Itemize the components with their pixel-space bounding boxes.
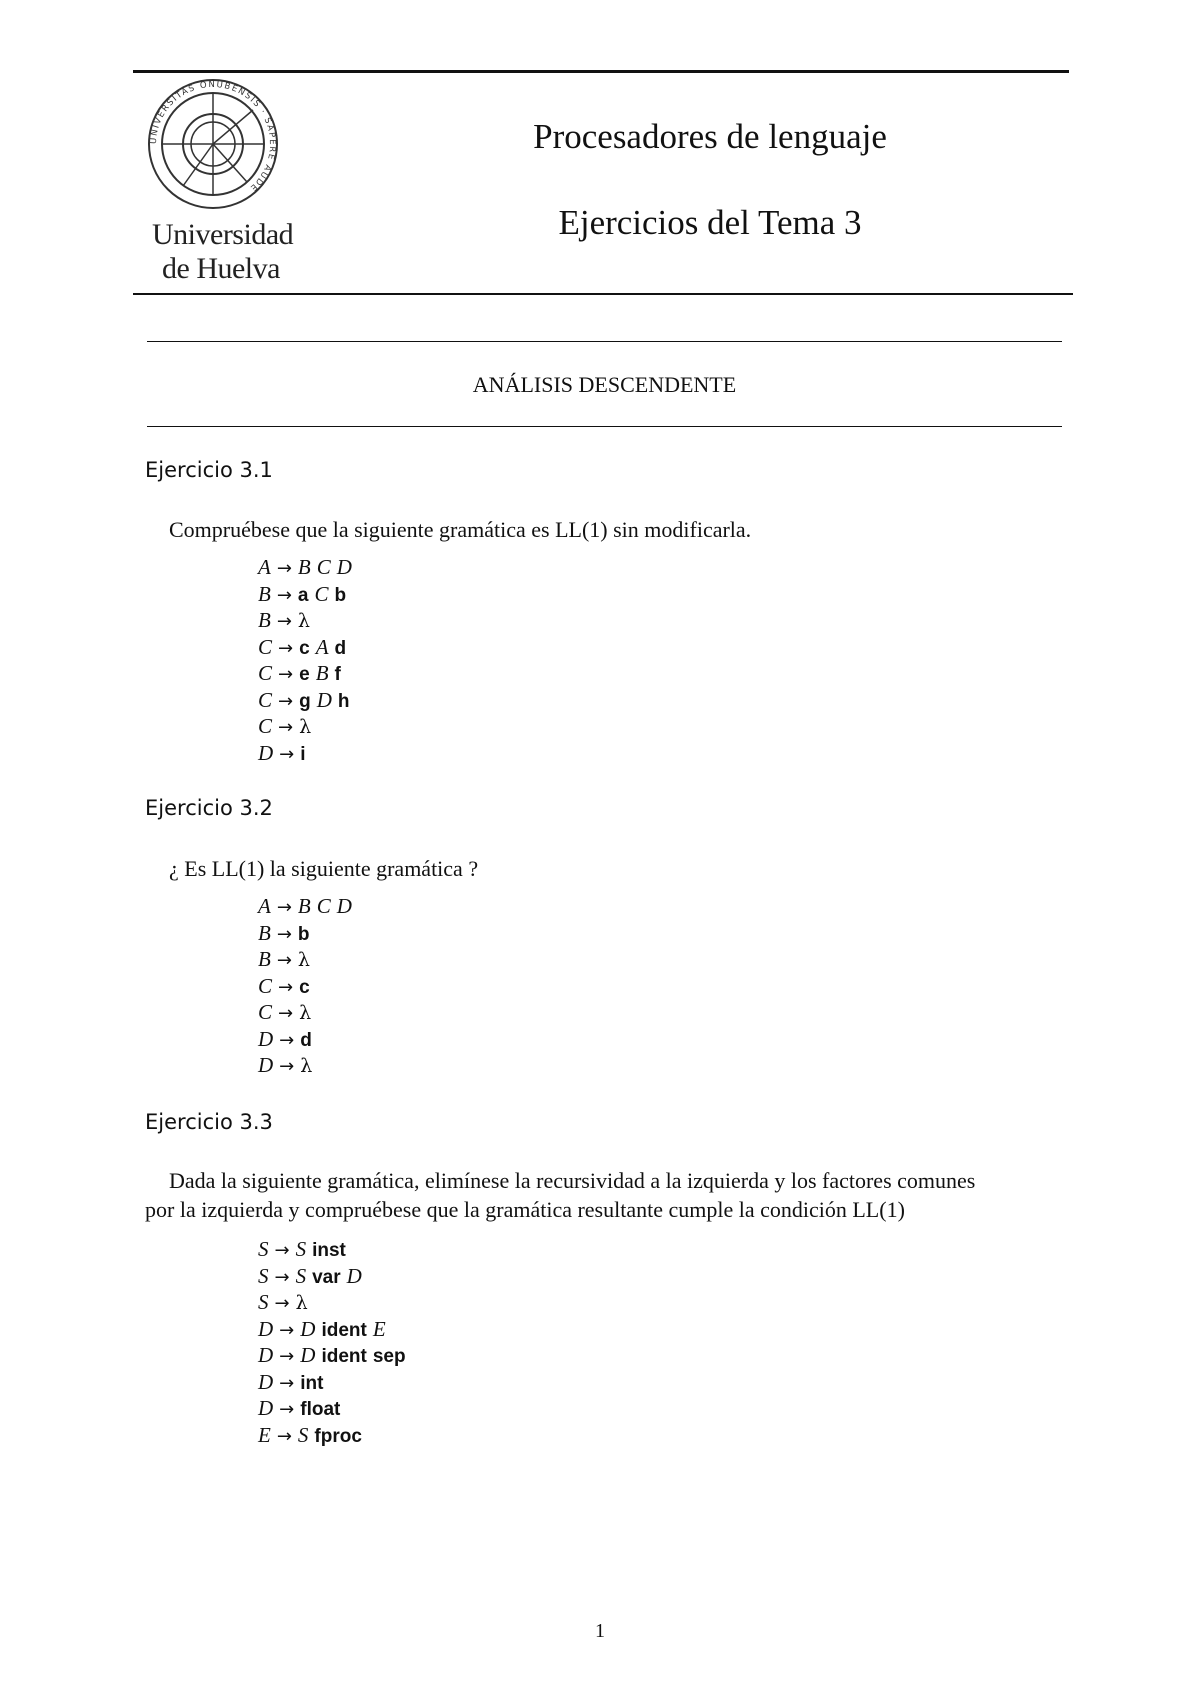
terminal-symbol: h (337, 690, 350, 712)
nonterminal-symbol: B (297, 555, 311, 579)
terminal-symbol: b (297, 923, 310, 945)
rule-lhs-nonterminal: S (258, 1237, 269, 1261)
grammar-rule (258, 920, 358, 947)
production-arrow: → (279, 1346, 295, 1367)
terminal-symbol: float (300, 1399, 341, 1420)
nonterminal-symbol: C (314, 581, 329, 606)
production-arrow: → (278, 717, 294, 738)
rule-lhs-nonterminal: C (258, 661, 273, 685)
lambda-symbol: λ (295, 1292, 308, 1314)
grammar-rule (258, 1395, 412, 1422)
rule-lhs-nonterminal: C (258, 1000, 273, 1024)
header-top-rule (133, 70, 1069, 73)
production-arrow: → (279, 743, 295, 765)
terminal-symbol: b (334, 584, 347, 606)
header-bottom-rule (133, 293, 1073, 295)
lambda-symbol: λ (297, 610, 310, 632)
nonterminal-symbol: C (316, 894, 331, 918)
terminal-symbol: sep (372, 1346, 406, 1367)
logo-text-de-huelva: de Huelva (162, 252, 280, 285)
exercise-statement-line1: Dada la siguiente gramática, elimínese la recursividad a la izquierda y los factores comunes (169, 1168, 976, 1193)
nonterminal-symbol: D (316, 687, 332, 712)
grammar-rule (258, 1026, 358, 1053)
production-arrow: → (274, 1293, 290, 1314)
rule-lhs-nonterminal: B (258, 920, 271, 945)
rule-lhs-nonterminal: C (258, 687, 273, 712)
rule-lhs-nonterminal: E (258, 1422, 271, 1447)
production-arrow: → (276, 558, 292, 579)
terminal-symbol: a (297, 584, 309, 606)
rule-lhs-nonterminal: S (258, 1263, 269, 1288)
rule-lhs-nonterminal: C (258, 973, 273, 998)
production-arrow: → (279, 1319, 295, 1341)
terminal-symbol: c (299, 976, 310, 998)
terminal-symbol: d (300, 1029, 312, 1051)
rule-lhs-nonterminal: D (258, 1316, 274, 1341)
grammar-rule (258, 660, 358, 687)
lambda-symbol: λ (300, 1055, 313, 1077)
grammar-rule (258, 1342, 412, 1369)
production-arrow: → (278, 637, 294, 659)
rule-lhs-nonterminal: D (258, 1053, 274, 1077)
svg-text:UNIVERSITAS ONUBENSIS · SAPERE: UNIVERSITAS ONUBENSIS · SAPERE AUDE (148, 79, 278, 194)
grammar-rule (258, 554, 358, 581)
rule-lhs-nonterminal: A (258, 555, 271, 579)
production-arrow: → (276, 584, 292, 606)
lambda-symbol: λ (299, 1002, 312, 1024)
terminal-symbol: fproc (314, 1425, 362, 1447)
exercise-statement-line2: por la izquierda y compruébese que la gramática resultante cumple la condición LL(1) (145, 1197, 905, 1222)
rule-lhs-nonterminal: D (258, 740, 274, 765)
document-subtitle: Ejercicios del Tema 3 (558, 203, 862, 242)
nonterminal-symbol: S (297, 1422, 309, 1447)
nonterminal-symbol: D (300, 1316, 316, 1341)
section-top-rule (147, 341, 1062, 342)
terminal-symbol: e (299, 664, 310, 685)
production-arrow: → (278, 976, 294, 998)
terminal-symbol: f (334, 664, 341, 685)
grammar-rule (258, 740, 358, 767)
terminal-symbol: g (299, 690, 311, 712)
production-arrow: → (278, 690, 294, 712)
exercise-title: Ejercicio 3.1 (145, 458, 273, 482)
terminal-symbol: int (300, 1372, 324, 1394)
terminal-symbol: ident (321, 1346, 367, 1367)
nonterminal-symbol: B (297, 894, 311, 918)
terminal-symbol: c (299, 637, 310, 659)
grammar-rules (258, 554, 358, 766)
rule-lhs-nonterminal: C (258, 714, 273, 738)
production-arrow: → (274, 1266, 290, 1288)
rule-lhs-nonterminal: D (258, 1026, 274, 1051)
section-title: ANÁLISIS DESCENDENTE (472, 372, 737, 397)
production-arrow: → (278, 1003, 294, 1024)
production-arrow: → (274, 1240, 290, 1261)
rule-lhs-nonterminal: C (258, 634, 273, 659)
rule-lhs-nonterminal: B (258, 608, 271, 632)
terminal-symbol: var (312, 1266, 341, 1288)
page-number: 1 (595, 1620, 605, 1642)
nonterminal-symbol: D (336, 555, 352, 579)
terminal-symbol: ident (321, 1319, 367, 1341)
grammar-rule (258, 1316, 412, 1343)
lambda-symbol: λ (299, 716, 312, 738)
nonterminal-symbol: S (295, 1263, 307, 1288)
grammar-rule (258, 999, 358, 1026)
exercise-statement: Compruébese que la siguiente gramática es LL(1) sin modificarla. (169, 517, 752, 542)
grammar-rule (258, 581, 358, 608)
grammar-rule (258, 1369, 412, 1396)
production-arrow: → (276, 950, 292, 971)
nonterminal-symbol: C (316, 555, 331, 579)
terminal-symbol: i (300, 743, 306, 765)
production-arrow: → (279, 1029, 295, 1051)
rule-lhs-nonterminal: D (258, 1396, 274, 1420)
nonterminal-symbol: A (315, 634, 329, 659)
nonterminal-symbol: B (315, 661, 329, 685)
exercise-statement: ¿ Es LL(1) la siguiente gramática ? (169, 856, 479, 881)
grammar-rule (258, 634, 358, 661)
section-bottom-rule (147, 426, 1062, 427)
terminal-symbol: inst (312, 1240, 346, 1261)
rule-lhs-nonterminal: D (258, 1343, 274, 1367)
exercise-title: Ejercicio 3.2 (145, 796, 273, 820)
production-arrow: → (276, 923, 292, 945)
grammar-rule (258, 607, 358, 634)
production-arrow: → (276, 1425, 292, 1447)
grammar-rule (258, 1422, 412, 1449)
grammar-rule (258, 1236, 412, 1263)
rule-lhs-nonterminal: B (258, 947, 271, 971)
nonterminal-symbol: D (300, 1343, 316, 1367)
rule-lhs-nonterminal: B (258, 581, 271, 606)
nonterminal-symbol: D (346, 1263, 362, 1288)
rule-lhs-nonterminal: A (258, 894, 271, 918)
nonterminal-symbol: S (295, 1237, 307, 1261)
grammar-rule (258, 973, 358, 1000)
production-arrow: → (278, 664, 294, 685)
production-arrow: → (276, 611, 292, 632)
grammar-rule (258, 1052, 358, 1079)
production-arrow: → (279, 1372, 295, 1394)
grammar-rules (258, 893, 358, 1079)
nonterminal-symbol: D (336, 894, 352, 918)
grammar-rule (258, 1289, 412, 1316)
grammar-rule (258, 1263, 412, 1290)
grammar-rules (258, 1236, 412, 1448)
rule-lhs-nonterminal: D (258, 1369, 274, 1394)
terminal-symbol: d (334, 637, 347, 659)
lambda-symbol: λ (297, 949, 310, 971)
grammar-rule (258, 946, 358, 973)
rule-lhs-nonterminal: S (258, 1290, 269, 1314)
grammar-rule (258, 893, 358, 920)
grammar-rule (258, 687, 358, 714)
grammar-rule (258, 713, 358, 740)
logo-text-universidad: Universidad (152, 218, 294, 251)
exercise-title: Ejercicio 3.3 (145, 1110, 273, 1134)
production-arrow: → (279, 1399, 295, 1420)
production-arrow: → (276, 897, 292, 918)
production-arrow: → (279, 1056, 295, 1077)
nonterminal-symbol: E (372, 1316, 386, 1341)
document-title: Procesadores de lenguaje (533, 117, 887, 156)
